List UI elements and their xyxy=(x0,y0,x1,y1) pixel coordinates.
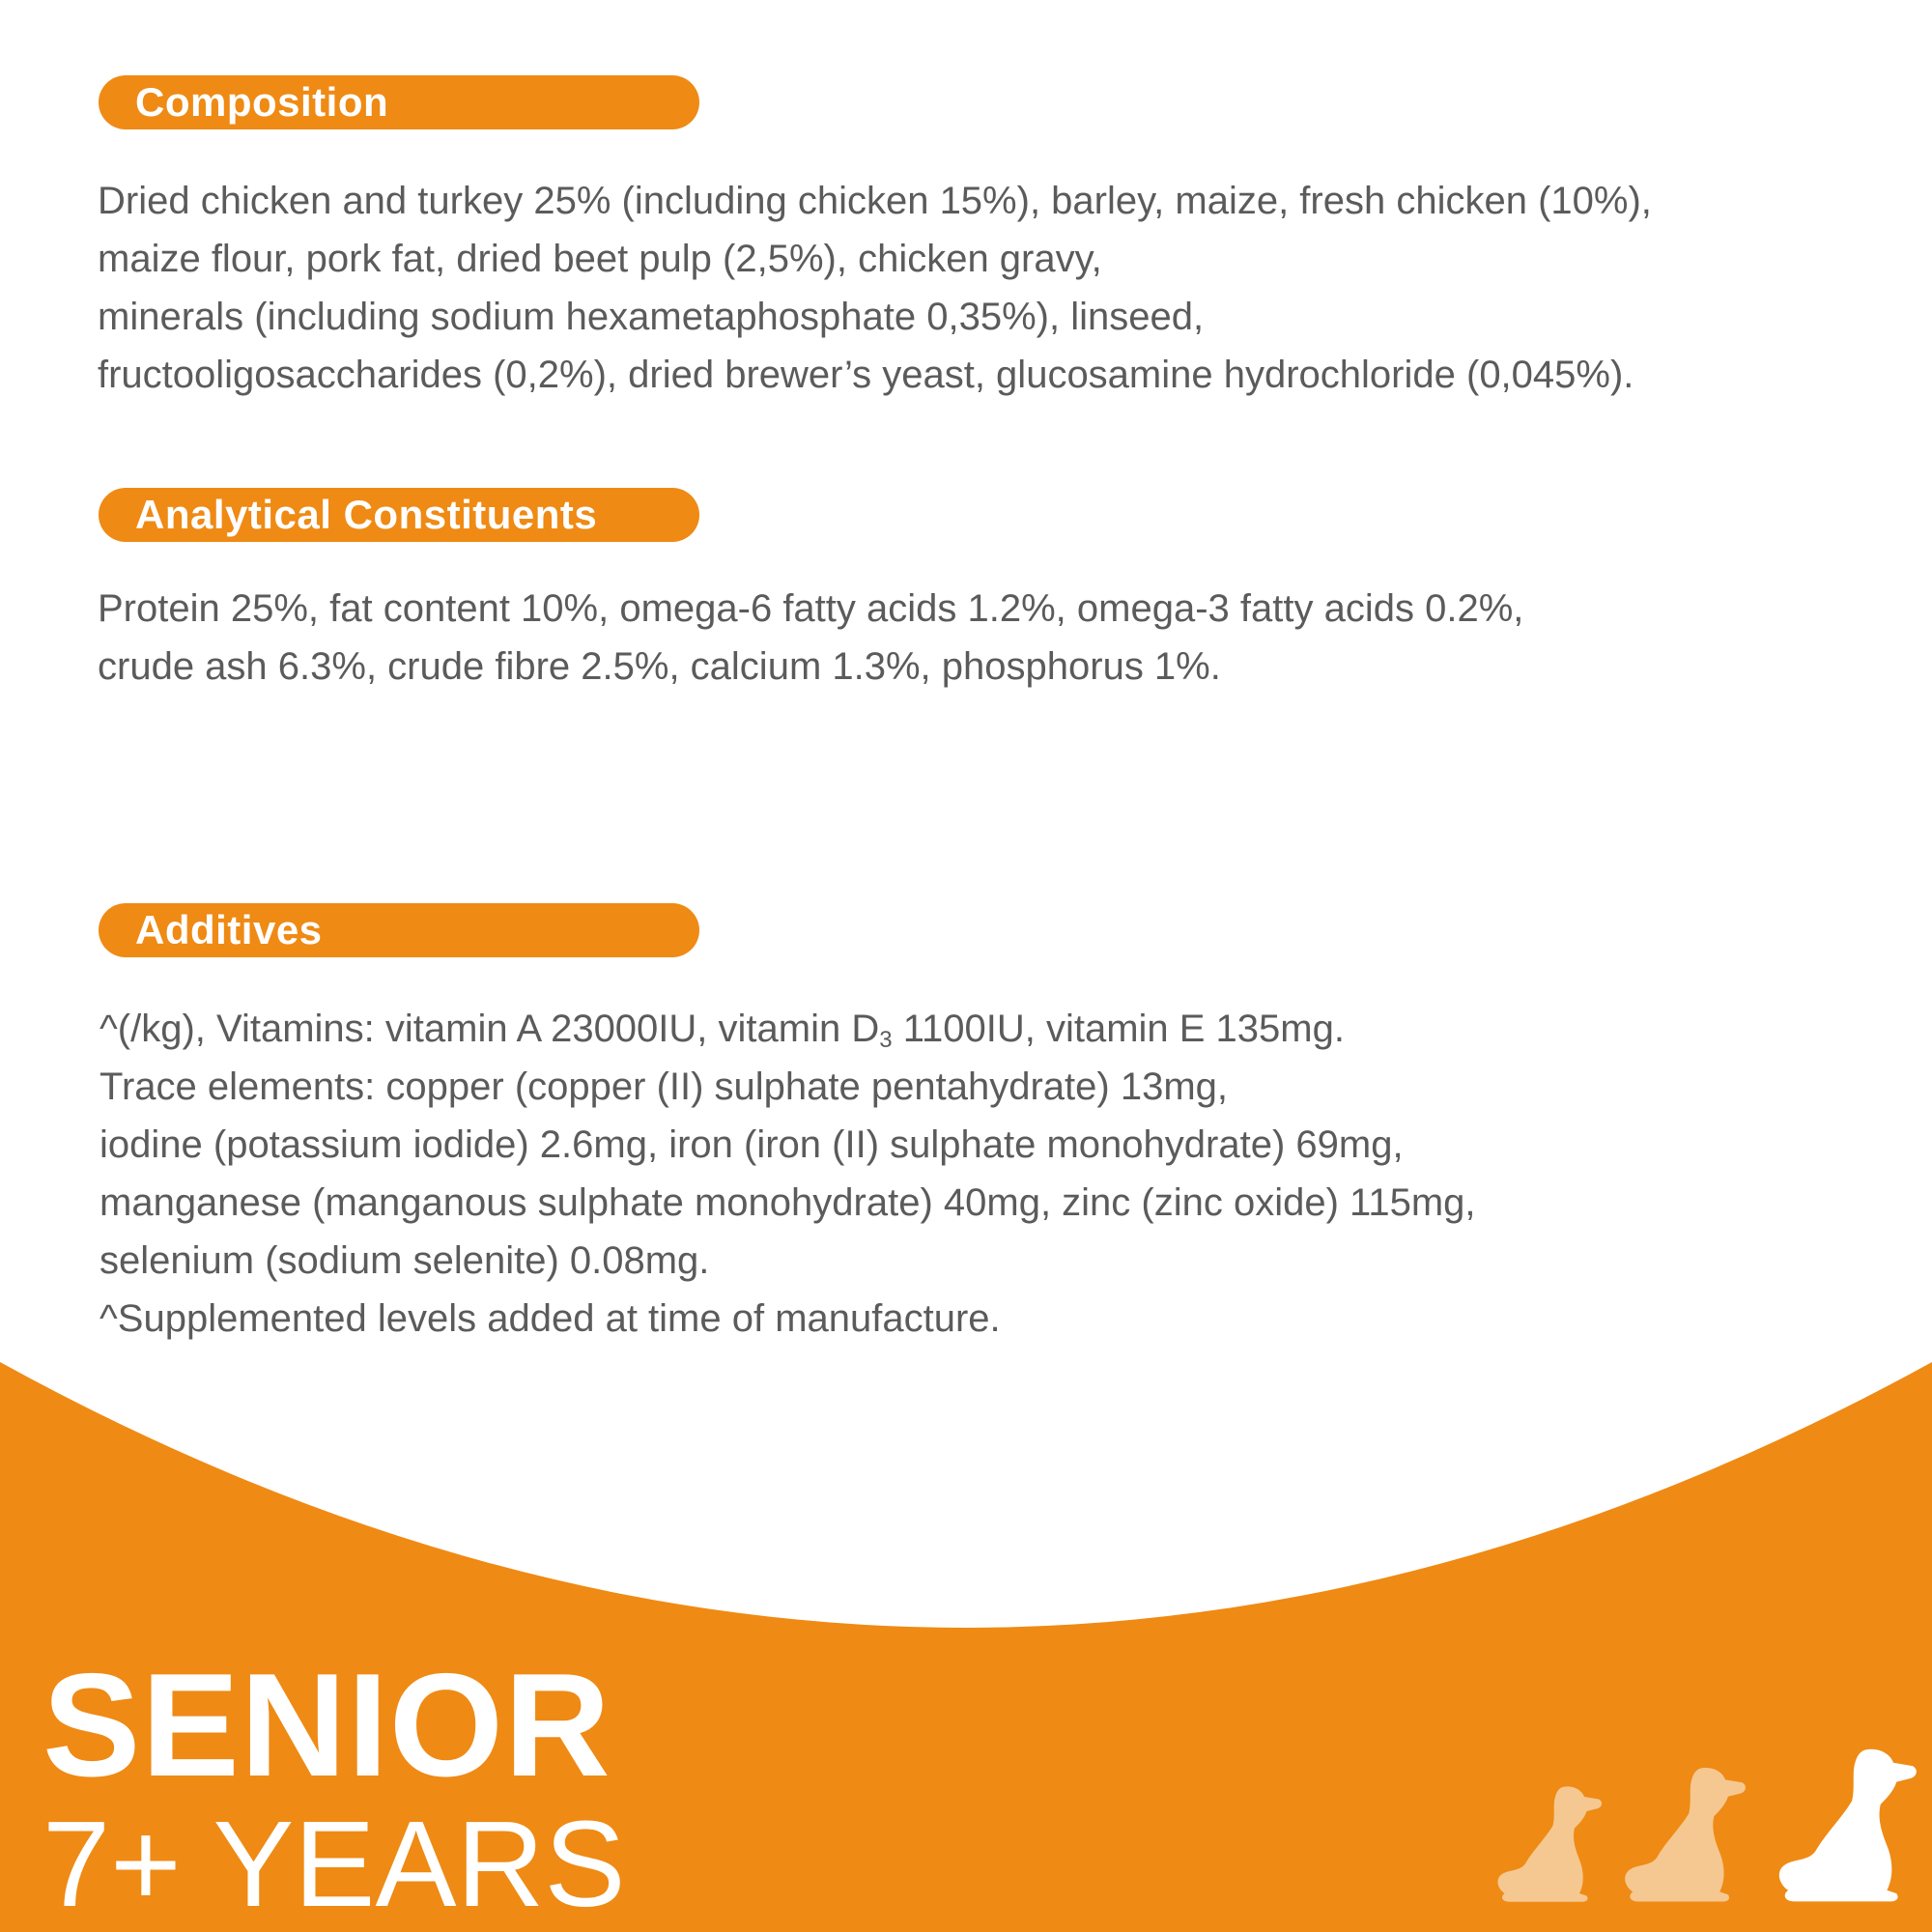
senior-dog-icon xyxy=(1766,1744,1925,1903)
analytical-constituents-heading: Analytical Constituents xyxy=(99,488,699,542)
additives-heading: Additives xyxy=(99,903,699,957)
adult-dog-icon xyxy=(1613,1763,1753,1903)
vitamins-text: ^(/kg), Vitamins: vitamin A 23000IU, vitamin D xyxy=(99,1008,880,1050)
age-range-subtitle: 7+ YEARS xyxy=(43,1796,626,1932)
composition-line: Dried chicken and turkey 25% (including chicken 15%), barley, maize, fresh chicken (10%), xyxy=(98,180,1652,222)
vitamin-d-subscript: 3 xyxy=(879,1027,893,1053)
additives-line: selenium (sodium selenite) 0.08mg. xyxy=(99,1239,710,1282)
analytical-line: Protein 25%, fat content 10%, omega-6 fatty acids 1.2%, omega-3 fatty acids 0.2%, xyxy=(98,587,1524,630)
senior-title: SENIOR xyxy=(43,1643,611,1807)
additives-footnote: ^Supplemented levels added at time of manufacture. xyxy=(99,1297,1001,1340)
composition-heading: Composition xyxy=(99,75,699,129)
vitamins-text-end: 1100IU, vitamin E 135mg. xyxy=(892,1008,1345,1050)
composition-line: fructooligosaccharides (0,2%), dried brewer’s yeast, glucosamine hydrochloride (0,045%). xyxy=(98,354,1634,396)
additives-line: iodine (potassium iodide) 2.6mg, iron (iron (II) sulphate monohydrate) 69mg, xyxy=(99,1123,1404,1166)
puppy-dog-icon xyxy=(1488,1782,1608,1903)
composition-line: maize flour, pork fat, dried beet pulp (2,5%), chicken gravy, xyxy=(98,238,1102,280)
composition-line: minerals (including sodium hexametaphosphate 0,35%), linseed, xyxy=(98,296,1205,338)
analytical-line: crude ash 6.3%, crude fibre 2.5%, calcium 1.3%, phosphorus 1%. xyxy=(98,645,1221,688)
additives-line: Trace elements: copper (copper (II) sulphate pentahydrate) 13mg, xyxy=(99,1065,1229,1108)
additives-line: manganese (manganous sulphate monohydrate) 40mg, zinc (zinc oxide) 115mg, xyxy=(99,1181,1476,1224)
